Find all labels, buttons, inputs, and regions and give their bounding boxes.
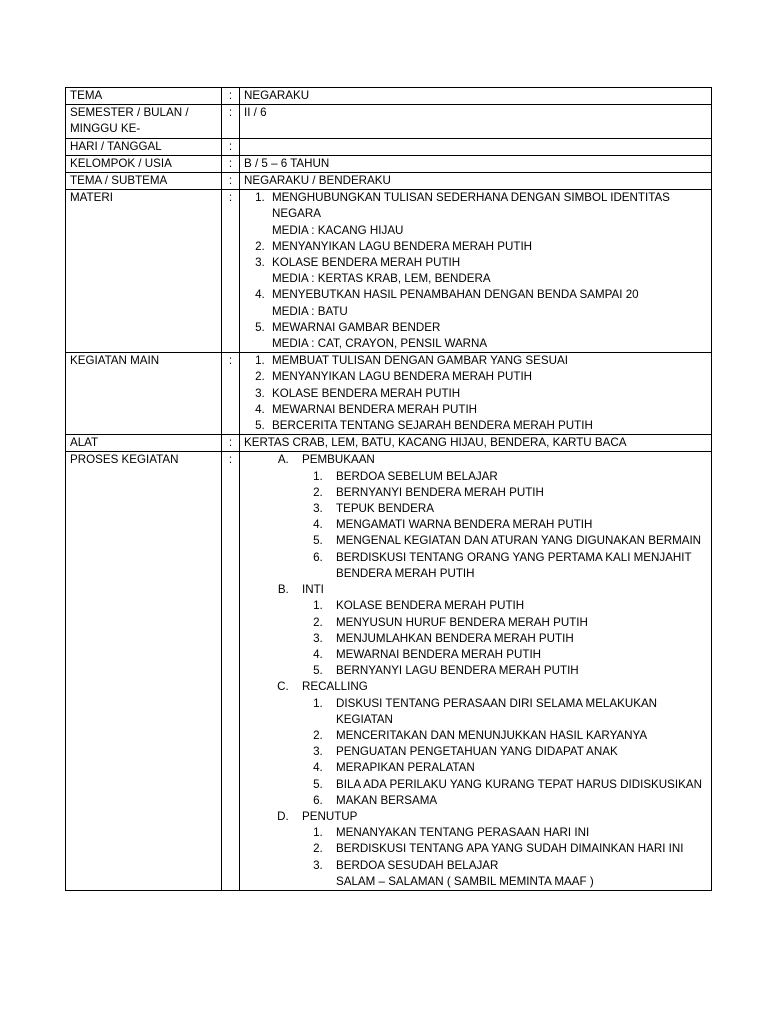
section-pembukaan [292,452,707,582]
row-proses [66,452,712,890]
row-alat [66,435,712,452]
list-item: 1. KOLASE BENDERA MERAH PUTIH [326,598,707,614]
value-semester: II / 6 [240,105,712,138]
list-item: 1. MENANYAKAN TENTANG PERASAAN HARI INI [326,825,707,841]
section-title: INTI [302,583,324,597]
section-penutup [292,809,707,890]
section-inti [292,582,707,679]
colon: : [222,190,240,353]
list-item: 2. MENCERITAKAN DAN MENUNJUKKAN HASIL KARYANYA [326,728,707,744]
colon: : [222,138,240,155]
colon: : [222,88,240,105]
value-alat: KERTAS CRAB, LEM, BATU, KACANG HIJAU, BENDERA, KARTU BACA [240,435,712,452]
closing-text: SALAM – SALAMAN ( SAMBIL MEMINTA MAAF ) [336,874,594,888]
section-title: PEMBUKAAN [302,453,375,467]
label-materi: MATERI [66,190,222,353]
colon: : [222,353,240,435]
list-item [326,858,707,890]
materi-list [244,190,707,352]
list-item: 1. BERDOA SEBELUM BELAJAR [326,469,707,485]
row-hari [66,138,712,155]
list-item: 3. KOLASE BENDERA MERAH PUTIH [268,386,707,402]
label-tema: TEMA [66,88,222,105]
list-item: 4. MEWARNAI BENDERA MERAH PUTIH [268,402,707,418]
colon: : [222,452,240,890]
section-list [302,825,707,890]
list-item [268,255,707,287]
list-item: 3. PENGUATAN PENGETAHUAN YANG DIDAPAT ANAK [326,744,707,760]
list-item: 3. TEPUK BENDERA [326,501,707,517]
value-materi [240,190,712,353]
list-item: 4. MENGAMATI WARNA BENDERA MERAH PUTIH [326,517,707,533]
item-media: MEDIA : KACANG HIJAU [272,223,404,237]
list-item: 3. MENJUMLAHKAN BENDERA MERAH PUTIH [326,631,707,647]
section-list [302,696,707,809]
section-list [302,469,707,582]
item-text: MENGHUBUNGKAN TULISAN SEDERHANA DENGAN SIMBOL IDENTITAS NEGARA [272,191,670,221]
section-list [302,598,707,679]
label-kegiatan-main: KEGIATAN MAIN [66,353,222,435]
list-item: 1. DISKUSI TENTANG PERASAAN DIRI SELAMA MELAKUKAN KEGIATAN [326,696,707,728]
section-title: PENUTUP [302,809,358,823]
proses-sections [244,452,707,889]
label-proses: PROSES KEGIATAN [66,452,222,890]
value-kegiatan-main [240,353,712,435]
list-item: 5. MENGENAL KEGIATAN DAN ATURAN YANG DIGUNAKAN BERMAIN [326,533,707,549]
list-item: 1. MEMBUAT TULISAN DENGAN GAMBAR YANG SESUAI [268,353,707,369]
list-item: 6. BERDISKUSI TENTANG ORANG YANG PERTAMA KALI MENJAHIT BENDERA MERAH PUTIH [326,550,707,582]
list-item: 2. BERNYANYI BENDERA MERAH PUTIH [326,485,707,501]
row-subtema [66,173,712,190]
item-media: MEDIA : KERTAS KRAB, LEM, BENDERA [272,272,491,286]
label-hari: HARI / TANGGAL [66,138,222,155]
label-semester: SEMESTER / BULAN / MINGGU KE- [66,105,222,138]
row-materi [66,190,712,353]
list-item [268,287,707,319]
list-item: 2. MENYANYIKAN LAGU BENDERA MERAH PUTIH [268,369,707,385]
item-text: MEWARNAI GAMBAR BENDER [272,320,441,334]
section-recalling [292,679,707,809]
value-subtema: NEGARAKU / BENDERAKU [240,173,712,190]
colon: : [222,105,240,138]
list-item: 2. MENYUSUN HURUF BENDERA MERAH PUTIH [326,615,707,631]
item-media: MEDIA : CAT, CRAYON, PENSIL WARNA [272,337,488,351]
list-item [268,320,707,352]
row-kelompok [66,155,712,172]
list-item [268,190,707,239]
row-tema [66,88,712,105]
label-subtema: TEMA / SUBTEMA [66,173,222,190]
item-text: MENYEBUTKAN HASIL PENAMBAHAN DENGAN BENDA SAMPAI 20 [272,288,639,302]
value-tema: NEGARAKU [240,88,712,105]
list-item: 2. BERDISKUSI TENTANG APA YANG SUDAH DIMAINKAN HARI INI [326,841,707,857]
kegiatan-main-list [244,353,707,434]
label-kelompok: KELOMPOK / USIA [66,155,222,172]
row-kegiatan-main [66,353,712,435]
item-text: BERDOA SESUDAH BELAJAR [336,858,499,872]
label-alat: ALAT [66,435,222,452]
list-item: 5. BILA ADA PERILAKU YANG KURANG TEPAT HARUS DIDISKUSIKAN [326,777,707,793]
item-text: KOLASE BENDERA MERAH PUTIH [272,256,461,270]
value-proses [240,452,712,890]
section-title: RECALLING [302,680,368,694]
colon: : [222,435,240,452]
list-item: 4. MERAPIKAN PERALATAN [326,760,707,776]
value-kelompok: B / 5 – 6 TAHUN [240,155,712,172]
list-item: 4. MEWARNAI BENDERA MERAH PUTIH [326,647,707,663]
item-media: MEDIA : BATU [272,304,348,318]
value-hari [240,138,712,155]
colon: : [222,155,240,172]
list-item [268,239,707,255]
row-semester [66,105,712,138]
list-item: 5. BERNYANYI LAGU BENDERA MERAH PUTIH [326,663,707,679]
lesson-plan-table [65,87,712,891]
colon: : [222,173,240,190]
list-item: 6. MAKAN BERSAMA [326,793,707,809]
list-item: 5. BERCERITA TENTANG SEJARAH BENDERA MERAH PUTIH [268,418,707,434]
item-text: MENYANYIKAN LAGU BENDERA MERAH PUTIH [272,239,533,253]
